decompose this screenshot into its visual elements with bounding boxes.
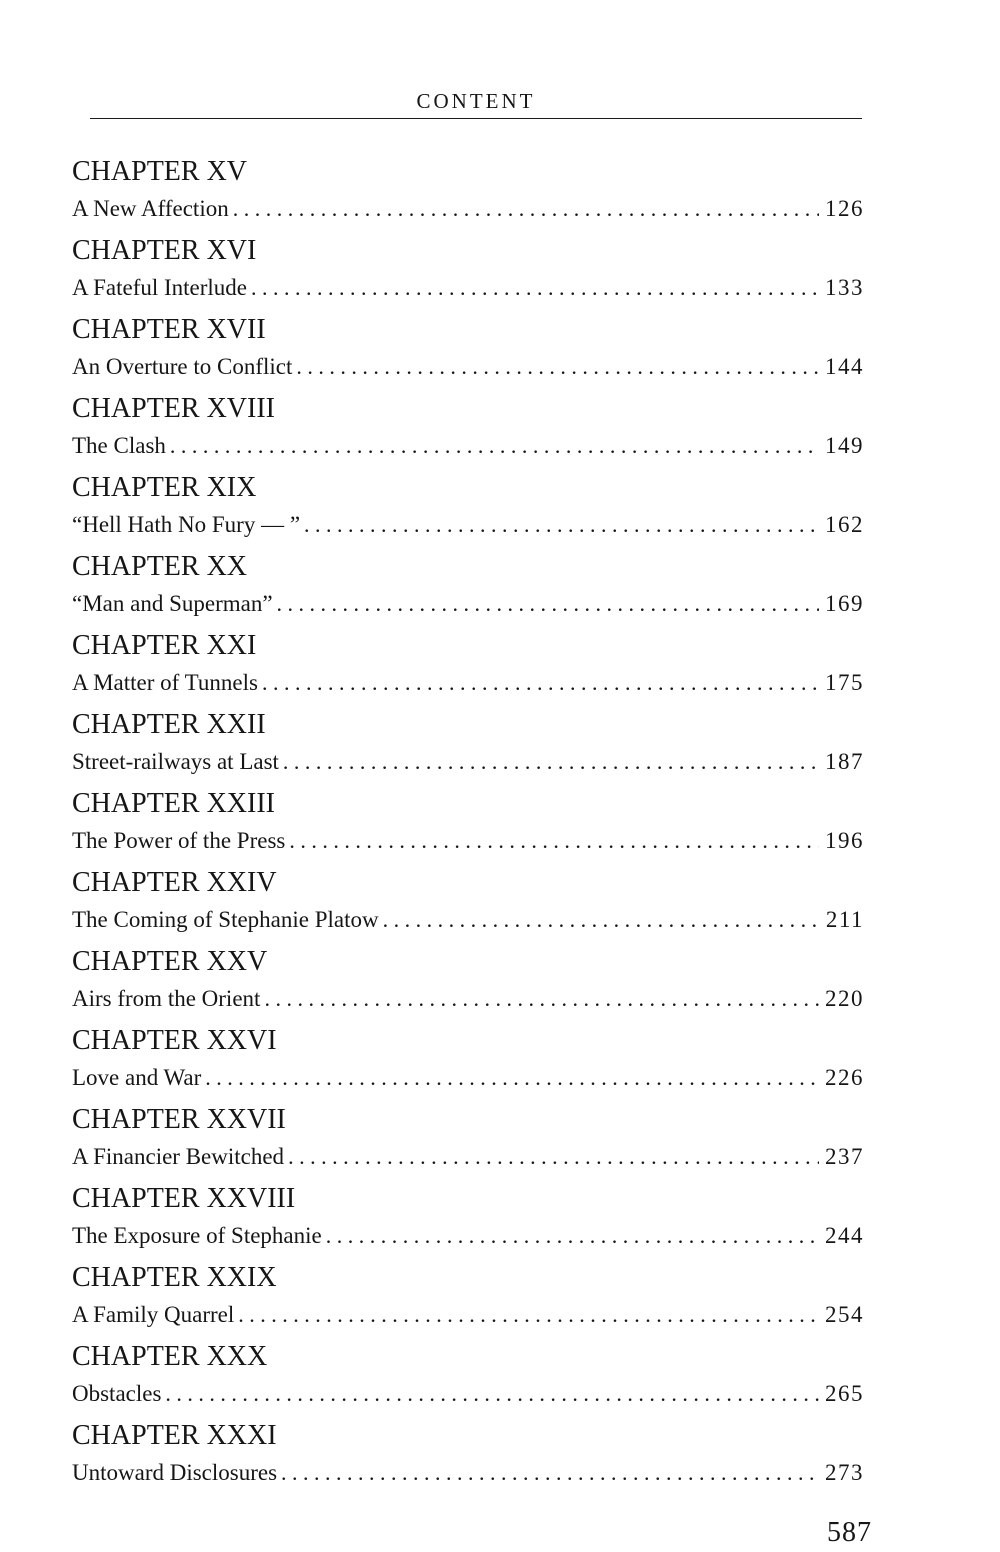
chapter-title: A New Affection: [72, 196, 229, 221]
chapter-heading: CHAPTER XXIV: [72, 867, 277, 898]
chapter-title: Street-railways at Last: [72, 749, 279, 774]
dot-leader: [296, 352, 819, 382]
toc-entry: [72, 312, 864, 391]
chapter-title: Airs from the Orient: [72, 986, 261, 1011]
dot-leader: [251, 273, 819, 303]
chapter-heading: CHAPTER XXXI: [72, 1420, 277, 1451]
toc-entry: [72, 1023, 864, 1102]
dot-leader: [326, 1221, 819, 1251]
toc-entry: [72, 549, 864, 628]
toc-entry: [72, 233, 864, 312]
chapter-title: A Fateful Interlude: [72, 275, 248, 300]
chapter-title: A Matter of Tunnels: [72, 670, 258, 695]
dot-leader: [288, 1142, 819, 1172]
toc-entry: [72, 154, 864, 233]
dot-leader: [383, 905, 820, 935]
toc-line: [72, 589, 864, 619]
page-number: 149: [825, 433, 864, 458]
page-number: 220: [825, 986, 864, 1011]
table-of-contents: [72, 154, 864, 1497]
dot-leader: [283, 747, 819, 777]
toc-line: [72, 1142, 864, 1172]
chapter-title: “Man and Superman”: [72, 591, 273, 616]
toc-entry: [72, 1181, 864, 1260]
chapter-heading: CHAPTER XX: [72, 551, 248, 582]
chapter-title: The Exposure of Stephanie: [72, 1223, 322, 1248]
toc-entry: [72, 1339, 864, 1418]
toc-line: [72, 1221, 864, 1251]
page-number: 226: [825, 1065, 864, 1090]
page-number: 265: [825, 1381, 864, 1406]
chapter-heading: CHAPTER XXVIII: [72, 1183, 296, 1214]
page-number: 169: [825, 591, 864, 616]
page-number: 254: [825, 1302, 864, 1327]
toc-entry: [72, 865, 864, 944]
page-number: 175: [825, 670, 864, 695]
dot-leader: [304, 510, 819, 540]
chapter-title: Love and War: [72, 1065, 202, 1090]
page-number: 273: [825, 1460, 864, 1485]
dot-leader: [264, 984, 819, 1014]
page-number: 237: [825, 1144, 864, 1169]
page-header: CONTENT: [416, 89, 536, 113]
chapter-heading: CHAPTER XVIII: [72, 393, 275, 424]
dot-leader: [170, 431, 819, 461]
header-rule: [90, 118, 862, 119]
chapter-title: “Hell Hath No Fury — ”: [72, 512, 301, 537]
chapter-heading: CHAPTER XXVII: [72, 1104, 286, 1135]
chapter-heading: CHAPTER XIX: [72, 472, 257, 503]
chapter-title: Untoward Disclosures: [72, 1460, 278, 1485]
toc-entry: [72, 1102, 864, 1181]
dot-leader: [233, 194, 819, 224]
toc-line: [72, 510, 864, 540]
dot-leader: [281, 1458, 819, 1488]
page-number: 144: [825, 354, 864, 379]
toc-line: [72, 1063, 864, 1093]
toc-line: [72, 984, 864, 1014]
chapter-heading: CHAPTER XXV: [72, 946, 268, 977]
toc-line: [72, 352, 864, 382]
toc-line: [72, 826, 864, 856]
chapter-heading: CHAPTER XXVI: [72, 1025, 277, 1056]
chapter-heading: CHAPTER XXI: [72, 630, 257, 661]
page-number: 187: [825, 749, 864, 774]
toc-line: [72, 431, 864, 461]
dot-leader: [205, 1063, 819, 1093]
toc-line: [72, 1379, 864, 1409]
chapter-title: The Power of the Press: [72, 828, 286, 853]
page-number: 244: [825, 1223, 864, 1248]
dot-leader: [289, 826, 819, 856]
chapter-heading: CHAPTER XVII: [72, 314, 266, 345]
chapter-title: The Clash: [72, 433, 166, 458]
dot-leader: [165, 1379, 819, 1409]
toc-line: [72, 668, 864, 698]
toc-entry: [72, 786, 864, 865]
dot-leader: [262, 668, 819, 698]
toc-line: [72, 1300, 864, 1330]
toc-line: [72, 747, 864, 777]
page-number: 211: [825, 907, 864, 932]
toc-entry: [72, 944, 864, 1023]
chapter-heading: CHAPTER XXII: [72, 709, 266, 740]
toc-entry: [72, 628, 864, 707]
toc-entry: [72, 1260, 864, 1339]
chapter-heading: CHAPTER XVI: [72, 235, 257, 266]
chapter-title: An Overture to Conflict: [72, 354, 293, 379]
chapter-title: The Coming of Stephanie Platow: [72, 907, 379, 932]
chapter-heading: CHAPTER XV: [72, 156, 248, 187]
chapter-title: Obstacles: [72, 1381, 162, 1406]
chapter-title: A Family Quarrel: [72, 1302, 235, 1327]
toc-line: [72, 905, 864, 935]
chapter-heading: CHAPTER XXIX: [72, 1262, 277, 1293]
page-number: 196: [825, 828, 864, 853]
toc-entry: [72, 707, 864, 786]
toc-entry: [72, 391, 864, 470]
toc-line: [72, 273, 864, 303]
page-number: 126: [825, 196, 864, 221]
dot-leader: [277, 589, 819, 619]
toc-entry: [72, 1418, 864, 1497]
toc-line: [72, 194, 864, 224]
chapter-heading: CHAPTER XXIII: [72, 788, 275, 819]
chapter-title: A Financier Bewitched: [72, 1144, 285, 1169]
toc-line: [72, 1458, 864, 1488]
page-number: 133: [825, 275, 864, 300]
chapter-heading: CHAPTER XXX: [72, 1341, 268, 1372]
folio-page-number: 587: [827, 1517, 872, 1548]
toc-entry: [72, 470, 864, 549]
dot-leader: [238, 1300, 819, 1330]
page-number: 162: [825, 512, 864, 537]
